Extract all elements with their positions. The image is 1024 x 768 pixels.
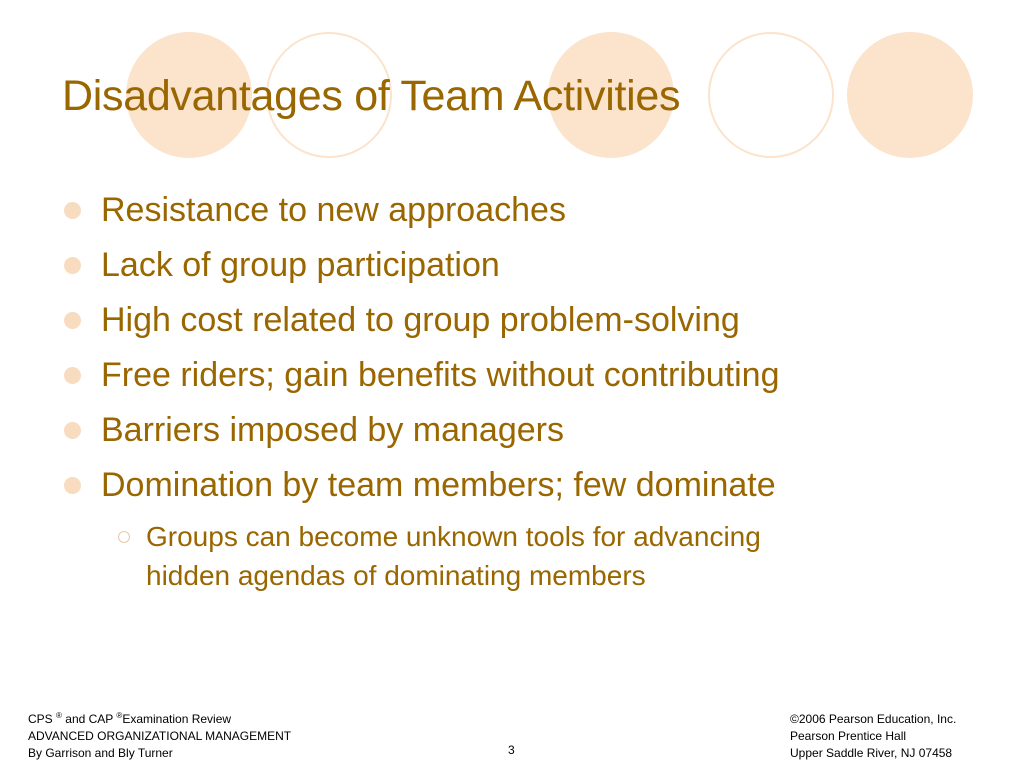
- bullet-dot-icon: [64, 367, 81, 384]
- footer-right-line-1: ©2006 Pearson Education, Inc.: [790, 712, 957, 726]
- decorative-circle-5: [847, 32, 973, 158]
- sub-bullet-text-line-2: hidden agendas of dominating members: [146, 560, 646, 591]
- bullet-dot-icon: [64, 422, 81, 439]
- bullet-dot-icon: [64, 477, 81, 494]
- bullet-text: Lack of group participation: [101, 246, 500, 284]
- footer-course-info: [28, 711, 291, 762]
- bullet-text: Barriers imposed by managers: [101, 411, 564, 449]
- footer-copyright: [790, 711, 956, 762]
- bullet-text: Domination by team members; few dominate: [101, 466, 776, 504]
- footer-left-line-3: By Garrison and Bly Turner: [28, 746, 173, 760]
- decorative-circle-4: [708, 32, 834, 158]
- footer-left-line-2: ADVANCED ORGANIZATIONAL MANAGEMENT: [28, 729, 292, 743]
- page-number: 3: [508, 743, 515, 757]
- bullet-text: Resistance to new approaches: [101, 191, 566, 229]
- sub-bullet-ring-icon: [118, 531, 130, 543]
- bullet-text: Free riders; gain benefits without contributing: [101, 356, 780, 394]
- footer-left-line-1: CPS ® and CAP ®Examination Review: [28, 711, 232, 726]
- bullet-dot-icon: [64, 312, 81, 329]
- slide-title: Disadvantages of Team Activities: [62, 72, 681, 120]
- footer-right-line-3: Upper Saddle River, NJ 07458: [790, 746, 953, 760]
- sub-bullet-text-line-1: Groups can become unknown tools for advancing: [146, 521, 761, 552]
- footer-right-line-2: Pearson Prentice Hall: [790, 729, 907, 743]
- bullet-dot-icon: [64, 202, 81, 219]
- bullet-dot-icon: [64, 257, 81, 274]
- bullet-text: High cost related to group problem-solving: [101, 301, 740, 339]
